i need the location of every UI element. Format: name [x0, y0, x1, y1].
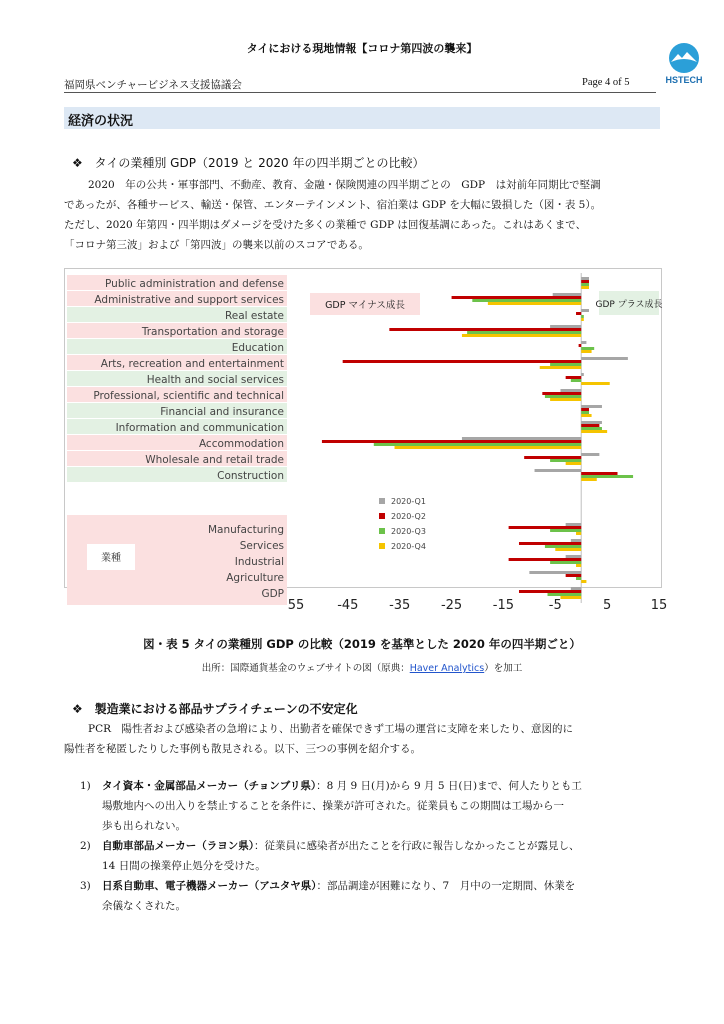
bar-2020-q2 — [581, 472, 617, 475]
case-number: 2) — [80, 840, 91, 852]
bar-2020-q2 — [581, 408, 589, 411]
category-label: Construction — [217, 470, 284, 482]
logo-mountain-icon — [667, 42, 701, 86]
paragraph-line: 2020 年の公共・軍事部門、不動産、教育、金融・保険関連の四半期ごとの GDP は対前年同期比で堅調 — [88, 179, 601, 191]
legend-label: 2020-Q2 — [391, 512, 426, 521]
category-label: Professional, scientific and technical — [93, 390, 284, 402]
bar-2020-q2 — [519, 590, 581, 593]
case-body — [102, 776, 674, 836]
bar-2020-q2 — [581, 280, 589, 283]
category-label: Wholesale and retail trade — [145, 454, 284, 466]
case-line: ：部品調達が困難になり、7 月中の一定期間、休業を — [316, 880, 576, 892]
section-title: 経済の状況 — [68, 114, 134, 129]
bar-2020-q4 — [581, 350, 591, 353]
bar-2020-q1 — [566, 523, 582, 526]
category-label: Industrial — [234, 556, 284, 568]
category-label: Financial and insurance — [160, 406, 284, 418]
topic1-heading: タイの業種別 GDP（2019 と 2020 年の四半期ごとの比較） — [94, 156, 425, 170]
bar-2020-q1 — [535, 469, 582, 472]
hstech-logo — [667, 42, 701, 86]
bar-2020-q2 — [581, 424, 599, 427]
industry-label: 業種 — [101, 553, 121, 564]
logo-text: HSTECH — [665, 75, 703, 85]
legend-label: 2020-Q1 — [391, 497, 426, 506]
source-suffix: ）を加工 — [484, 663, 523, 674]
bar-2020-q1 — [571, 587, 581, 590]
category-label: Education — [231, 342, 284, 354]
category-label: Agriculture — [226, 572, 284, 584]
case-line: 歩も出られない。 — [102, 820, 186, 832]
category-label: Health and social services — [146, 374, 284, 386]
case-title: 日系自動車、電子機器メーカー（アユタヤ県） — [102, 880, 317, 892]
bar-2020-q4 — [488, 302, 581, 305]
bar-2020-q1 — [581, 357, 628, 360]
paragraph-line: ただし、2020 年第四・四半期はダメージを受けた多くの業種で GDP は回復基調にあった。これはあくまで、 — [64, 219, 587, 231]
bar-2020-q1 — [581, 309, 589, 312]
bar-2020-q4 — [576, 532, 581, 535]
bar-2020-q3 — [581, 427, 602, 430]
x-axis-tick-label: 5 — [603, 598, 612, 613]
bar-2020-q4 — [462, 334, 581, 337]
legend-label: 2020-Q3 — [391, 527, 426, 536]
negative-growth-label: GDP マイナス成長 — [325, 300, 405, 311]
bar-2020-q2 — [566, 376, 582, 379]
bar-2020-q4 — [581, 478, 597, 481]
bar-2020-q2 — [322, 440, 581, 443]
x-axis-tick-label: -15 — [492, 598, 515, 613]
organization-name: 福岡県ベンチャービジネス支援協議会 — [64, 79, 242, 91]
bar-2020-q4 — [581, 382, 610, 385]
paragraph-line: 陽性者を秘匿したりした事例も散見される。以下、三つの事例を紹介する。 — [64, 743, 421, 755]
bar-2020-q2 — [524, 456, 581, 459]
case-number: 1) — [80, 780, 91, 792]
figure-source — [0, 660, 724, 674]
case-line: ：従業員に感染者が出たことを行政に報告しなかったことが露見し、 — [254, 840, 580, 852]
case-line: 余儀なくされた。 — [102, 900, 186, 912]
paragraph-line: PCR 陽性者および感染者の急増により、出勤者を確保できず工場の運営に支障を来したり、意図的に — [88, 723, 574, 735]
case-title: 自動車部品メーカー（ラヨン県） — [102, 840, 255, 852]
bar-2020-q3 — [550, 561, 581, 564]
bar-2020-q3 — [550, 459, 581, 462]
bar-2020-q1 — [550, 325, 581, 328]
bar-2020-q1 — [581, 405, 602, 408]
section-heading-bar — [64, 107, 660, 129]
bar-2020-q1 — [462, 437, 581, 440]
bar-2020-q3 — [467, 331, 581, 334]
bar-2020-q1 — [581, 453, 599, 456]
category-label: Services — [239, 540, 284, 552]
bar-2020-q2 — [389, 328, 581, 331]
x-axis-tick-label: -5 — [548, 598, 562, 613]
topic2-heading-row — [72, 700, 358, 717]
bar-2020-q3 — [548, 593, 582, 596]
bar-2020-q3 — [472, 299, 581, 302]
source-prefix: 出所：国際通貨基金のウェブサイトの図（原典： — [201, 663, 410, 674]
bar-2020-q4 — [555, 548, 581, 551]
chart-canvas — [65, 269, 663, 600]
case-line: 場敷地内への出入りを禁止することを条件に、操業が許可された。従業員もこの期間は工場から一 — [102, 800, 564, 812]
bar-2020-q3 — [374, 443, 581, 446]
bar-2020-q4 — [395, 446, 582, 449]
bar-2020-q1 — [566, 555, 582, 558]
legend-swatch — [379, 498, 385, 504]
haver-analytics-link[interactable]: Haver Analytics — [409, 663, 485, 674]
x-axis-tick-label: -45 — [337, 598, 359, 613]
bar-2020-q1 — [581, 373, 584, 376]
topic1-heading-row — [72, 154, 424, 171]
diamond-bullet-icon: ❖ — [72, 702, 83, 716]
case-body — [102, 836, 674, 876]
bar-2020-q3 — [581, 347, 594, 350]
topic1-paragraph — [64, 175, 664, 255]
bar-2020-q3 — [581, 475, 633, 478]
positive-growth-label: GDP プラス成長 — [595, 300, 663, 310]
x-axis-tick-label: 15 — [650, 598, 668, 613]
category-label: Arts, recreation and entertainment — [100, 358, 284, 370]
page-number: Page 4 of 5 — [582, 77, 630, 88]
bar-2020-q1 — [581, 341, 586, 344]
bar-2020-q2 — [509, 558, 582, 561]
bar-2020-q2 — [576, 312, 581, 315]
legend-swatch — [379, 543, 385, 549]
bar-2020-q1 — [571, 539, 581, 542]
case-number: 3) — [80, 880, 91, 892]
figure-caption: 図・表 5 タイの業種別 GDP の比較（2019 を基準とした 2020 年の四半期ごと） — [143, 637, 581, 651]
bar-2020-q2 — [452, 296, 582, 299]
case-item-2 — [80, 836, 670, 876]
bar-2020-q2 — [579, 344, 582, 347]
paragraph-line: 「コロナ第三波」および「第四波」の襲来以前のスコアである。 — [64, 239, 369, 251]
header-divider — [64, 92, 656, 93]
category-label: Public administration and defense — [105, 278, 284, 290]
bar-2020-q4 — [566, 462, 582, 465]
case-title: タイ資本・金属部品メーカー（チョンブリ県） — [102, 780, 317, 792]
bar-2020-q1 — [581, 277, 589, 280]
category-label: Transportation and storage — [141, 326, 284, 338]
bar-2020-q2 — [542, 392, 581, 395]
x-axis-tick-label: 55 — [287, 598, 305, 613]
category-label: Real estate — [224, 310, 284, 322]
category-label: Administrative and support services — [94, 294, 284, 306]
bar-2020-q4 — [581, 286, 589, 289]
bar-2020-q4 — [576, 564, 581, 567]
bar-2020-q1 — [581, 421, 602, 424]
bar-2020-q3 — [581, 283, 589, 286]
diamond-bullet-icon: ❖ — [72, 156, 83, 170]
case-line: 14 日間の操業停止処分を受けた。 — [102, 860, 266, 872]
paragraph-line: であったが、各種サービス、輸送・保管、エンターテインメント、宿泊業は GDP を大幅に毀損した（図・表 5）。 — [64, 199, 602, 211]
case-body — [102, 876, 674, 916]
category-label: Manufacturing — [207, 524, 284, 536]
legend-swatch — [379, 513, 385, 519]
topic2-paragraph — [64, 719, 664, 759]
bar-2020-q4 — [540, 366, 581, 369]
case-item-1 — [80, 776, 670, 836]
x-axis-tick-label: -25 — [440, 598, 463, 613]
bar-2020-q2 — [519, 542, 581, 545]
bar-2020-q3 — [571, 379, 581, 382]
legend-swatch — [379, 528, 385, 534]
category-label: Accommodation — [198, 438, 284, 450]
case-item-3 — [80, 876, 670, 916]
bar-2020-q4 — [581, 414, 591, 417]
legend-label: 2020-Q4 — [391, 542, 426, 551]
bar-2020-q4 — [581, 580, 586, 583]
bar-2020-q1 — [529, 571, 581, 574]
case-line: ：8 月 9 日(月)から 9 月 5 日(日)まで、何人たりとも工 — [316, 780, 582, 792]
bar-2020-q1 — [560, 389, 581, 392]
bar-2020-q3 — [550, 363, 581, 366]
document-header-title: タイにおける現地情報【コロナ第四波の襲来】 — [246, 42, 478, 55]
bar-2020-q4 — [581, 430, 607, 433]
bar-2020-q2 — [509, 526, 582, 529]
bar-2020-q4 — [581, 318, 584, 321]
bar-2020-q2 — [343, 360, 582, 363]
bar-2020-q3 — [545, 395, 581, 398]
category-label: Information and communication — [115, 422, 284, 434]
bar-2020-q3 — [581, 411, 589, 414]
category-label: GDP — [261, 588, 284, 600]
bar-2020-q3 — [581, 315, 584, 318]
x-axis-tick-label: -35 — [389, 598, 411, 613]
bar-2020-q3 — [576, 577, 581, 580]
bar-2020-q2 — [566, 574, 582, 577]
topic2-heading: 製造業における部品サプライチェーンの不安定化 — [94, 702, 358, 716]
gdp-by-sector-chart — [64, 268, 663, 600]
bar-2020-q3 — [550, 529, 581, 532]
bar-2020-q3 — [545, 545, 581, 548]
bar-2020-q4 — [550, 398, 581, 401]
bar-2020-q1 — [553, 293, 582, 296]
